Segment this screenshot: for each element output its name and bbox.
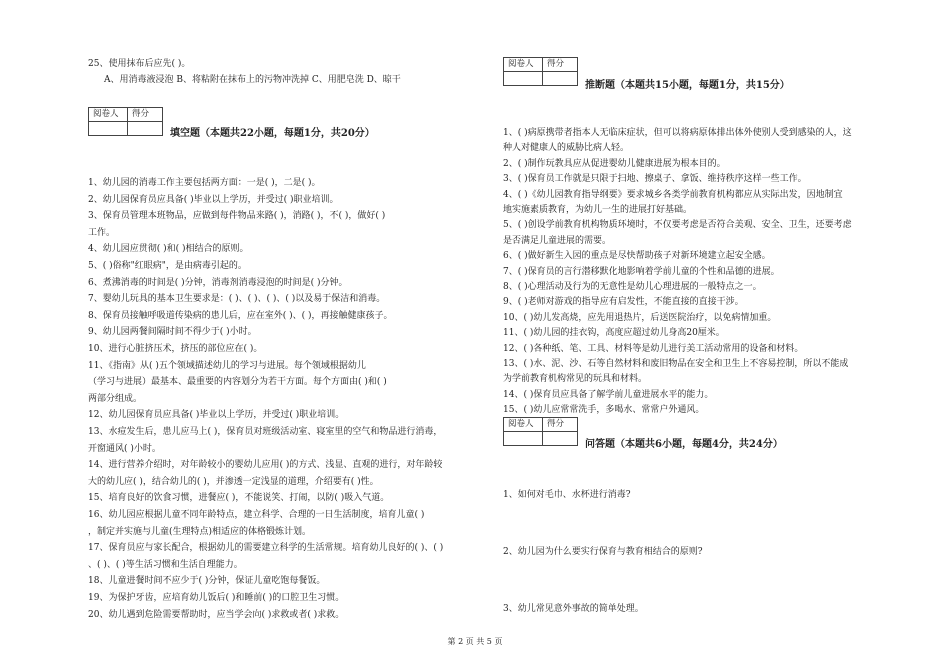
- section-heading-qa: 问答题（本题共6小题，每题4分，共24分）: [585, 439, 783, 450]
- judgement-line: 3、( )保育员工作就是只限于扫地、擦桌子、拿饭、维持秩序这样一些工作。: [503, 174, 807, 185]
- score-cell[interactable]: [543, 72, 578, 86]
- fill-in-line: 20、幼儿遇到危险需要帮助时，应当学会向( )求救或者( )求救。: [88, 609, 345, 620]
- fill-in-line: ，制定并实施与儿童(生理特点)相适应的体格锻炼计划。: [88, 526, 312, 537]
- judgement-line: 11、( )幼儿园的挂衣钩，高度应超过幼儿身高20厘米。: [503, 328, 725, 339]
- judgement-line: 种人对健康人的威胁比病人轻。: [503, 143, 630, 154]
- judgement-line: 10、( )幼儿发高烧，应先用退热片，后送医院治疗，以免病情加重。: [503, 312, 777, 323]
- grader-label: 阅卷人: [89, 108, 128, 122]
- judgement-line: 8、( )心理活动及行为的无意性是幼儿心理进展的一般特点之一。: [503, 282, 762, 292]
- judgement-line: 2、( )制作玩教具应从促进婴幼儿健康进展为根本目的。: [503, 158, 726, 169]
- fill-in-line: 17、保育员应与家长配合，根据幼儿的需要建立科学的生活常规。培育幼儿良好的( )、( ): [88, 543, 444, 554]
- judgement-line: 9、( )老师对游戏的指导应有启发性，不能直接的直接干涉。: [503, 297, 744, 308]
- fill-in-line: 工作。: [88, 227, 116, 238]
- fill-in-line: 5、( )俗称"红眼病"，是由病毒引起的。: [88, 261, 247, 271]
- page-number: 第 2 页 共 5 页: [447, 637, 503, 646]
- fill-in-line: 3、保育员管理本班物品，应做到每件物品来路( )，消路( )，不( )，做好( ): [88, 211, 386, 222]
- judgement-line: 15、( )幼儿应常常洗手，多喝水、常常户外通风。: [503, 405, 705, 416]
- fill-in-line: 、( )、( )等生活习惯和生活自理能力。: [88, 559, 243, 570]
- question-25: 25、使用抹布后应先( )。: [88, 59, 191, 69]
- judgement-line: 1、( )病原携带者指本人无临床症状，但可以将病原体排出体外使别人受到感染的人，这: [503, 128, 852, 138]
- score-cell[interactable]: [128, 122, 163, 136]
- fill-in-line: 15、培育良好的饮食习惯，进餐应( )，不能说笑、打闹，以防( )吸入气道。: [88, 493, 390, 504]
- fill-in-line: （学习与进展）最基本、最重要的内容划分为若干方面。每个方面由( )和( ): [88, 377, 387, 388]
- judgement-line: 13、( )水、泥、沙、石等自然材料和废旧物品在安全和卫生上不容易控制，所以不能成: [503, 359, 849, 369]
- judgement-line: 为学前教育机构常见的玩具和材料。: [503, 374, 648, 385]
- grader-table-qa: [503, 417, 578, 446]
- fill-in-line: 4、幼儿园应贯彻( )和( )相结合的原则。: [88, 244, 249, 255]
- fill-in-line: 18、儿童进餐时间不应少于( )分钟，保证儿童吃饱每餐饭。: [88, 576, 326, 587]
- judgement-line: 是否满足儿童进展的需要。: [503, 235, 612, 246]
- qa-question-2: 2、幼儿园为什么要实行保育与教育相结合的原则?: [503, 547, 703, 557]
- fill-in-line: 开窗通风( )小时。: [88, 443, 161, 454]
- section-heading-fill: 填空题（本题共22小题，每题1分，共20分）: [170, 128, 375, 139]
- qa-question-1: 1、如何对毛巾、水杯进行消毒?: [503, 490, 631, 500]
- fill-in-line: 2、幼儿园保育员应具备( )毕业以上学历，并受过( )职业培训。: [88, 194, 339, 205]
- judgement-line: 7、( )保育员的言行潜移默化地影响着学前儿童的个性和品德的进展。: [503, 266, 780, 277]
- judgement-line: 6、( )做好新生入园的重点是尽快帮助孩子对新环境建立起安全感。: [503, 251, 771, 262]
- fill-in-line: 12、幼儿园保育员应具备( )毕业以上学历，并受过( )职业培训。: [88, 410, 345, 421]
- fill-in-line: 8、保育员接触呼吸道传染病的患儿后，应在室外( )、( )，再接触健康孩子。: [88, 310, 393, 321]
- grader-table-fill: [88, 107, 163, 136]
- grader-cell[interactable]: [504, 72, 543, 86]
- judgement-line: 5、( )创设学前教育机构物质环境时，不仅要考虑是否符合美观、安全、卫生，还要考虑: [503, 220, 852, 231]
- grader-table-judge: [503, 57, 578, 86]
- fill-in-line: 9、幼儿园两餐间隔时间不得少于( )小时。: [88, 327, 257, 338]
- fill-in-line: 两部分组成。: [88, 393, 143, 404]
- judgement-line: 14、( )保育员应具备了解学前儿童进展水平的能力。: [503, 389, 714, 400]
- fill-in-line: 10、进行心脏挤压术，挤压的部位应在( )。: [88, 344, 263, 354]
- judgement-line: 4、( )《幼儿园教育指导纲要》要求城乡各类学前教育机构都应从实际出发，因地制宜: [503, 189, 843, 200]
- score-cell[interactable]: [543, 432, 578, 446]
- fill-in-line: 6、煮沸消毒的时间是( )分钟，消毒剂消毒浸泡的时间是( )分钟。: [88, 277, 348, 288]
- grader-label: 阅卷人: [504, 58, 543, 72]
- judgement-line: 地实施素质教育，为幼儿一生的进展打好基础。: [503, 205, 693, 215]
- score-label: 得分: [543, 58, 578, 72]
- judgement-line: 12、( )各种纸、笔、工具、材料等是幼儿进行美工活动常用的设备和材料。: [503, 343, 804, 354]
- fill-in-line: 11、《指南》从( )五个领域描述幼儿的学习与进展。每个领域根据幼儿: [88, 360, 366, 371]
- fill-in-line: 14、进行营养介绍时，对年龄较小的婴幼儿应用( )的方式、浅显、直观的进行，对年龄较: [88, 460, 443, 471]
- score-label: 得分: [128, 108, 163, 122]
- qa-question-3: 3、幼儿常见意外事故的简单处理。: [503, 604, 644, 614]
- fill-in-line: 7、婴幼儿玩具的基本卫生要求是：( )、( )、( )、( )以及易于保洁和消毒。: [88, 294, 386, 305]
- fill-in-line: 13、水痘发生后，患儿应马上( )，保育员对班级活动室、寝室里的空气和物品进行消毒，: [88, 427, 443, 437]
- fill-in-line: 19、为保护牙齿，应培育幼儿饭后( )和睡前( )的口腔卫生习惯。: [88, 593, 345, 603]
- score-label: 得分: [543, 418, 578, 432]
- fill-in-line: 大的幼儿应( )，结合幼儿的( )，并渗透一定浅显的道理，介绍要有( )性。: [88, 476, 379, 487]
- grader-label: 阅卷人: [504, 418, 543, 432]
- grader-cell[interactable]: [89, 122, 128, 136]
- question-25-options: A、用消毒液浸泡 B、将粘附在抹布上的污物冲洗掉 C、用肥皂洗 D、晾干: [104, 75, 401, 85]
- section-heading-judge: 推断题（本题共15小题，每题1分，共15分）: [585, 80, 790, 91]
- fill-in-line: 1、幼儿园的消毒工作主要包括两方面：一是( )，二是( )。: [88, 178, 321, 188]
- fill-in-line: 16、幼儿园应根据儿童不同年龄特点，建立科学、合理的一日生活制度，培育儿童( ): [88, 510, 425, 520]
- grader-cell[interactable]: [504, 432, 543, 446]
